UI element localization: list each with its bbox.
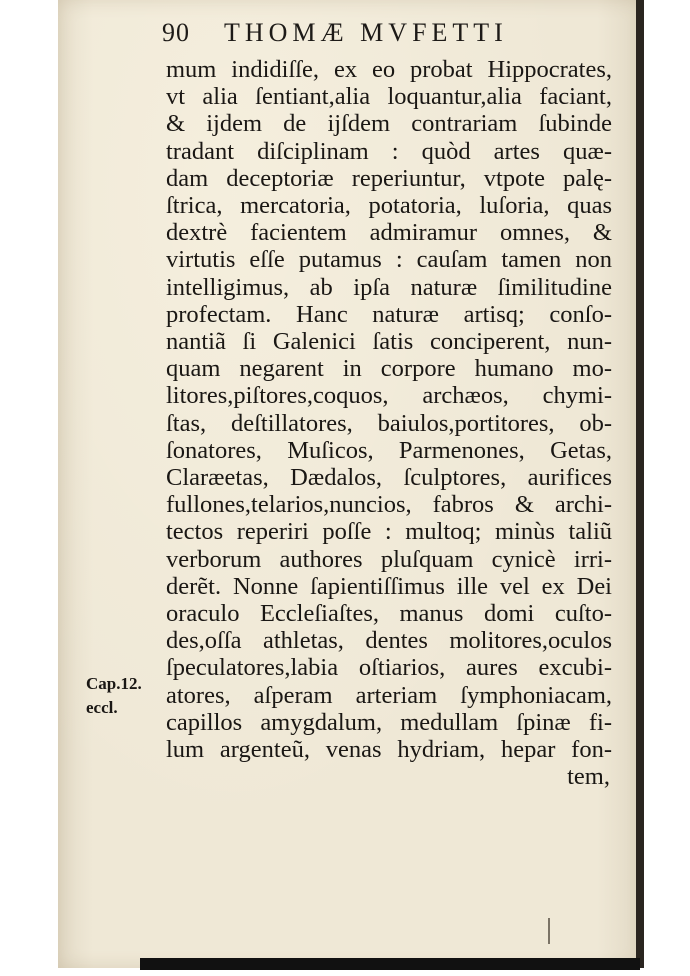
text-line: mum indidiſſe, ex eo probat Hippocrates, xyxy=(166,56,612,83)
body-text xyxy=(166,56,612,790)
text-line: fullones,telarios,nuncios, fabros & archi- xyxy=(166,491,612,519)
text-line: ſpeculatores,labia oſtiarios, aures excubi- xyxy=(166,654,612,682)
text-line: lum argenteũ, venas hydriam, hepar fon- xyxy=(166,736,612,764)
margin-note-chapter: Cap.12. xyxy=(86,674,142,693)
page-mark xyxy=(548,918,550,944)
text-line: des,oſſa athletas, dentes molitores,oculos xyxy=(166,627,612,655)
text-line: ſtas, deſtillatores, baiulos,portitores, ob- xyxy=(166,409,612,437)
running-title: THOMÆ MVFETTI xyxy=(224,18,508,47)
text-line: dextrè facientem admiramur omnes, & xyxy=(166,219,612,247)
text-line: tradant diſciplinam : quòd artes quæ- xyxy=(166,137,612,165)
text-line: capillos amygdalum, medullam ſpinæ fi- xyxy=(166,708,612,736)
page-number: 90 xyxy=(162,18,190,47)
text-line: derẽt. Nonne ſapientiſſimus ille vel ex Dei xyxy=(166,572,612,600)
page-edge-shadow xyxy=(636,0,644,968)
page-bottom-edge xyxy=(140,958,640,970)
text-line: ſonatores, Muſicos, Parmenones, Getas, xyxy=(166,436,612,464)
text-line: virtutis eſſe putamus : cauſam tamen non xyxy=(166,246,612,274)
text-line: oraculo Eccleſiaſtes, manus domi cuſto- xyxy=(166,600,612,628)
text-line: verborum authores pluſquam cynicè irri- xyxy=(166,545,612,573)
text-line: dam deceptoriæ reperiuntur, vtpote palę- xyxy=(166,164,612,192)
text-line: profectam. Hanc naturæ artisq; conſo- xyxy=(166,300,612,328)
text-line: intelligimus, ab ipſa naturæ ſimilitudine xyxy=(166,273,612,301)
catchword-line: tem, xyxy=(567,763,610,791)
text-line: Claræetas, Dædalos, ſculptores, aurifices xyxy=(166,464,612,492)
running-head xyxy=(162,18,602,54)
text-line: litores,piſtores,coquos, archæos, chymi- xyxy=(166,382,612,410)
margin-note-book: eccl. xyxy=(86,698,118,717)
text-line: vt alia ſentiant,alia loquantur,alia faciant, xyxy=(166,83,612,111)
margin-note xyxy=(86,672,156,720)
text-line: tectos reperiri poſſe : multoq; minùs taliũ xyxy=(166,518,612,546)
text-line: & ijdem de ijſdem contrariam ſubinde xyxy=(166,110,612,138)
text-line: atores, aſperam arteriam ſymphoniacam, xyxy=(166,681,612,709)
text-line: nantiã ſi Galenici ſatis conciperent, nun- xyxy=(166,328,612,356)
text-line: quam negarent in corpore humano mo- xyxy=(166,355,612,383)
text-line: ſtrica, mercatoria, potatoria, luſoria, quas xyxy=(166,192,612,220)
